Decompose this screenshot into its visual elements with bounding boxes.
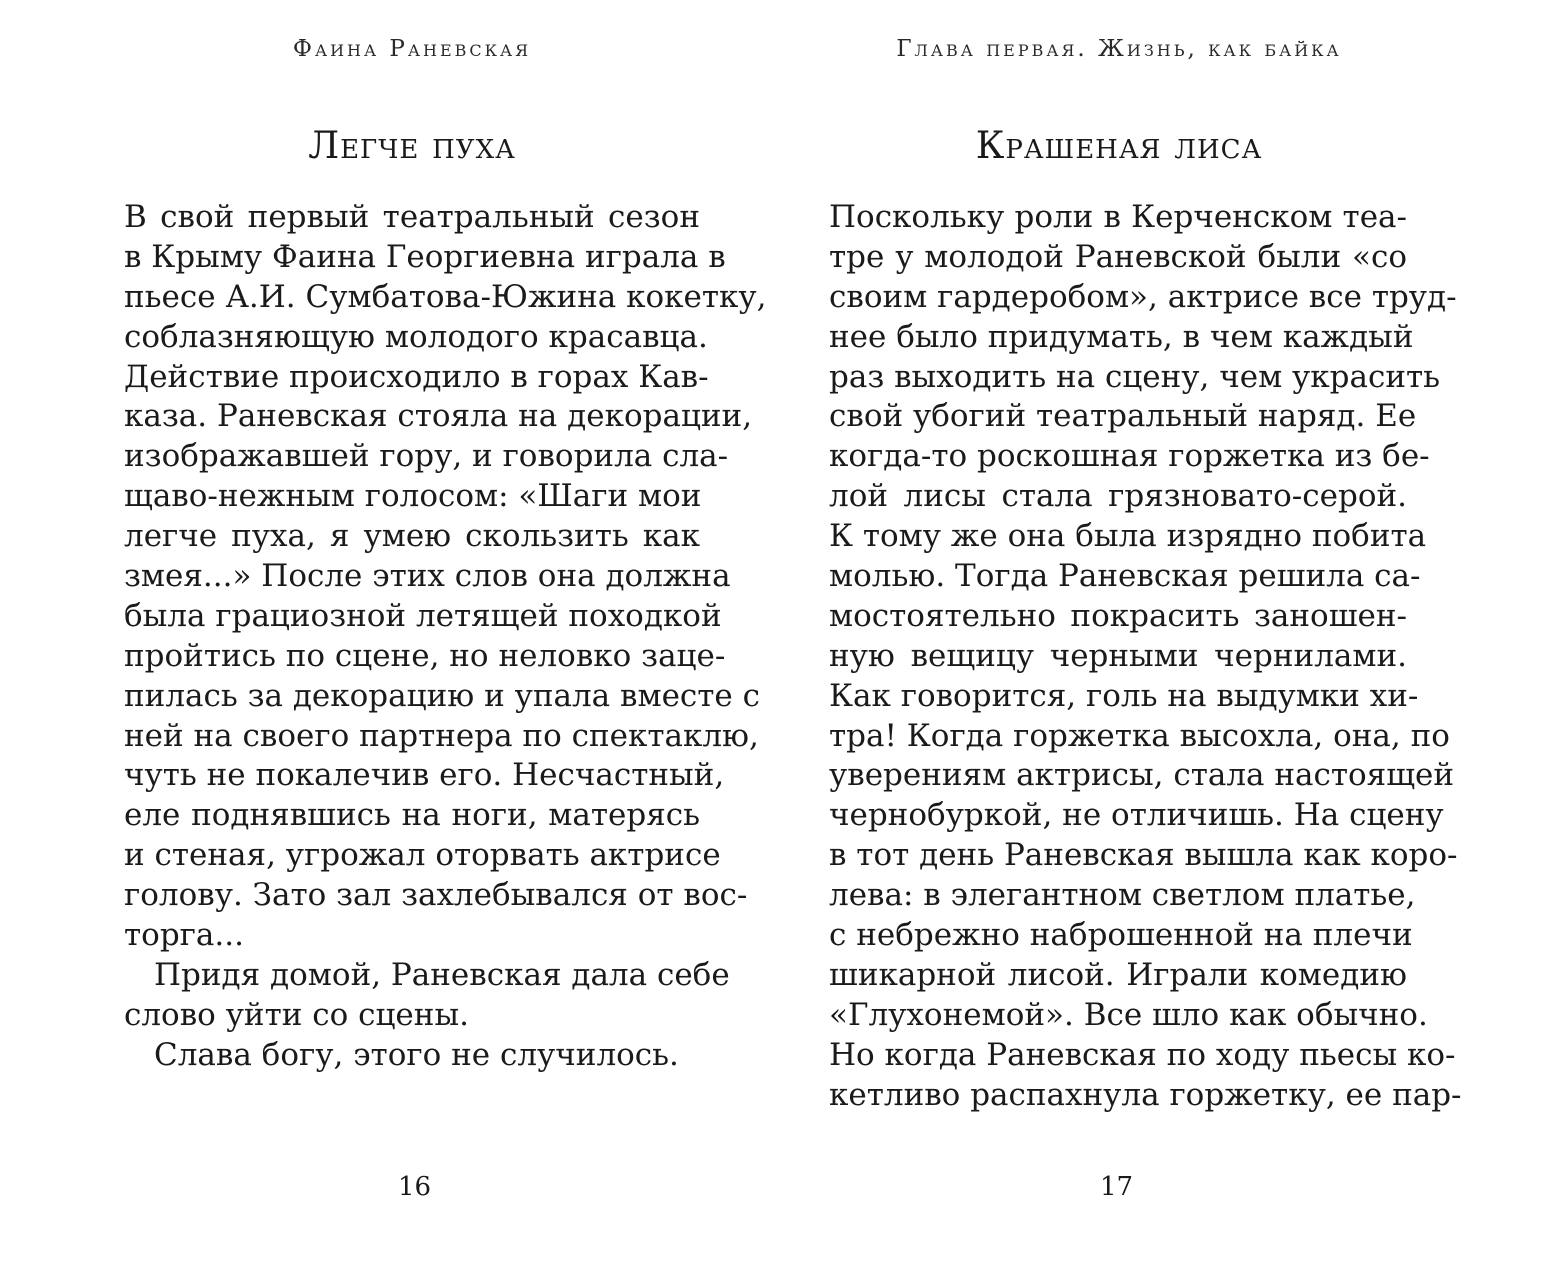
text-line: раз выходить на сцену, чем украсить [829,358,1441,395]
text-line: слово уйти со сцены. [124,996,469,1033]
text-line: уверениям актрисы, стала настоящей [829,757,1455,794]
running-head-chapter: Глава первая. Жизнь, как байка [896,36,1342,62]
text-line: в Крыму Фаина Георгиевна играла в [124,238,726,275]
section-title-left: Легче пуха [308,124,516,167]
text-line: Действие происходило в горах Кав- [124,358,709,395]
text-line: Поскольку роли в Керченском теа- [829,199,1407,235]
text-line: легче пуха, я умею скользить как [124,518,700,555]
text-line: чернобуркой, не отличишь. На сцену [829,797,1444,834]
text-line: В свой первый театральный сезон [124,199,700,235]
text-line: чуть не покалечив его. Несчастный, [124,757,725,794]
text-line: была грациозной летящей походкой [124,597,722,634]
text-line: пилась за декорацию и упала вместе с [124,677,760,714]
text-line: еле поднявшись на ноги, матерясь [124,797,700,834]
text-line: каза. Раневская стояла на декорации, [124,398,753,435]
text-line: голову. Зато зал захлебывался от вос- [124,877,748,914]
text-line: кетливо распахнула горжетку, ее пар- [829,1076,1462,1113]
text-line: К тому же она была изрядно побита [829,518,1427,555]
body-text-right [829,198,1462,1115]
text-line: пьесе А.И. Сумбатова-Южина кокетку, [124,278,767,315]
text-line: лой лисы стала грязновато-серой. [829,478,1407,515]
text-line: изображавшей гору, и говорила сла- [124,438,729,475]
text-line: Как говорится, голь на выдумки хи- [829,677,1419,714]
text-line: лева: в элегантном светлом платье, [829,877,1416,914]
text-line: свой убогий театральный наряд. Ее [829,398,1417,435]
text-line: тре у молодой Раневской были «со [829,238,1407,275]
text-line: и стеная, угрожал оторвать актрисе [124,837,721,874]
text-line: щаво-нежным голосом: «Шаги мои [124,478,702,515]
page-number-left: 16 [398,1172,432,1202]
text-line: пройтись по сцене, но неловко заце- [124,637,726,674]
page-number-right: 17 [1100,1172,1134,1202]
text-line: тра! Когда горжетка высохла, она, по [829,717,1450,754]
text-line: молью. Тогда Раневская решила са- [829,558,1421,595]
text-line: своим гардеробом», актрисе все труд- [829,278,1457,315]
text-line: Но когда Раневская по ходу пьесы ко- [829,1036,1456,1073]
text-line: ней на своего партнера по спектаклю, [124,717,759,754]
text-line: змея...» После этих слов она должна [124,558,731,595]
text-line: с небрежно наброшенной на плечи [829,917,1413,954]
text-line: мостоятельно покрасить заношен- [829,597,1407,634]
text-line: шикарной лисой. Играли комедию [829,956,1407,993]
text-line: нее было придумать, в чем каждый [829,318,1414,355]
left-page [0,0,771,1274]
text-line: соблазняющую молодого красавца. [124,318,708,355]
text-line: Придя домой, Раневская дала себе [154,956,730,993]
text-line: ную вещицу черными чернилами. [829,637,1407,674]
text-line: в тот день Раневская вышла как коро- [829,837,1458,874]
text-line: когда-то роскошная горжетка из бе- [829,438,1430,475]
running-head-author: Фаина Раневская [292,36,532,62]
text-line: торга... [124,917,244,954]
text-line: Слава богу, этого не случилось. [154,1036,679,1073]
section-title-right: Крашеная лиса [975,124,1263,167]
text-line: «Глухонемой». Все шло как обычно. [829,996,1428,1033]
right-page [771,0,1543,1274]
body-text-left [124,198,767,1076]
